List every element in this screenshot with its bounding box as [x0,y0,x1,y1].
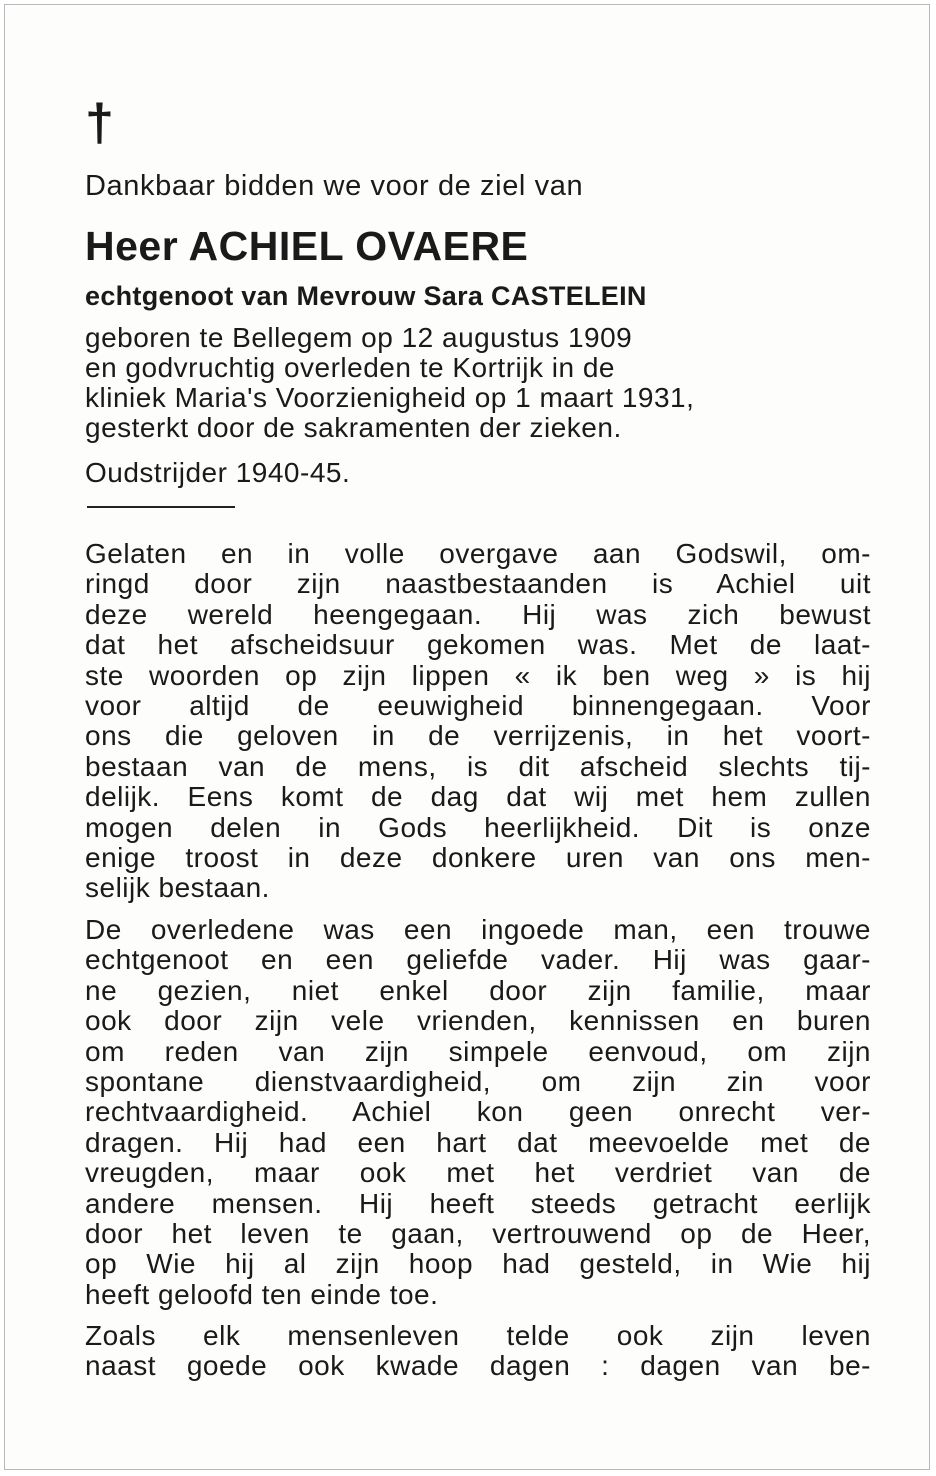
text-line: ons die geloven in de verrijzenis, in het voort- [85,720,871,752]
text-line: andere mensen. Hij heeft steeds getracht eerlijk [85,1187,871,1219]
paragraph-1 [85,539,871,904]
deceased-name: Heer ACHIEL OVAERE [85,223,529,269]
text-line: rechtvaardigheid. Achiel kon geen onrecht ver- [85,1096,871,1128]
text-line: voor altijd de eeuwigheid binnengegaan. Voor [85,689,871,721]
text-line: ringd door zijn naastbestaanden is Achiel uit [85,568,871,600]
divider [87,506,235,508]
text-line: De overledene was een ingoede man, een trouwe [85,914,871,945]
bio-line: gesterkt door de sakramenten der zieken. [85,412,622,443]
text-line: Zoals elk mensenleven telde ook zijn leven [85,1320,871,1351]
text-line: heeft geloofd ten einde toe. [85,1278,439,1310]
biography [85,323,694,443]
text-line: ste woorden op zijn lippen « ik ben weg » is hij [85,659,871,691]
text-line: spontane dienstvaardigheid, om zijn zin voor [85,1065,871,1097]
text-line: Gelaten en in volle overgave aan Godswil, om- [85,538,871,569]
text-line: selijk bestaan. [85,872,270,904]
text-line: op Wie hij al zijn hoop had gesteld, in Wie hij [85,1248,871,1280]
text-line: dragen. Hij had een hart dat meevoelde met de [85,1126,871,1158]
veteran-line: Oudstrijder 1940-45. [85,457,351,488]
text-line: om reden van zijn simpele eenvoud, om zijn [85,1035,871,1067]
spouse-line: echtgenoot van Mevrouw Sara CASTELEIN [85,281,647,311]
memorial-card [4,4,930,1470]
bio-line: en godvruchtig overleden te Kortrijk in de [85,352,615,383]
text-line: bestaan van de mens, is dit afscheid slechts tij- [85,750,871,782]
cross-icon: † [85,94,114,152]
text-line: dat het afscheidsuur gekomen was. Met de laat- [85,629,871,661]
text-line: deze wereld heengegaan. Hij was zich bewust [85,598,871,630]
paragraph-3 [85,1321,871,1382]
text-line: mogen delen in Gods heerlijkheid. Dit is onze [85,811,871,843]
text-line: ne gezien, niet enkel door zijn familie, maar [85,974,871,1006]
paragraph-2 [85,915,871,1310]
text-line: echtgenoot en een geliefde vader. Hij was gaar- [85,944,871,976]
intro-text: Dankbaar bidden we voor de ziel van [85,170,584,202]
text-line: delijk. Eens komt de dag dat wij met hem zullen [85,781,871,813]
text-line: enige troost in deze donkere uren van ons men- [85,841,871,873]
text-line: door het leven te gaan, vertrouwend op de Heer, [85,1217,871,1249]
bio-line: kliniek Maria's Voorzienigheid op 1 maart 1931, [85,382,695,413]
text-line: naast goede ook kwade dagen : dagen van be- [85,1350,871,1382]
bio-line: geboren te Bellegem op 12 augustus 1909 [85,322,633,353]
text-line: ook door zijn vele vrienden, kennissen en buren [85,1005,871,1037]
text-line: vreugden, maar ook met het verdriet van de [85,1157,871,1189]
